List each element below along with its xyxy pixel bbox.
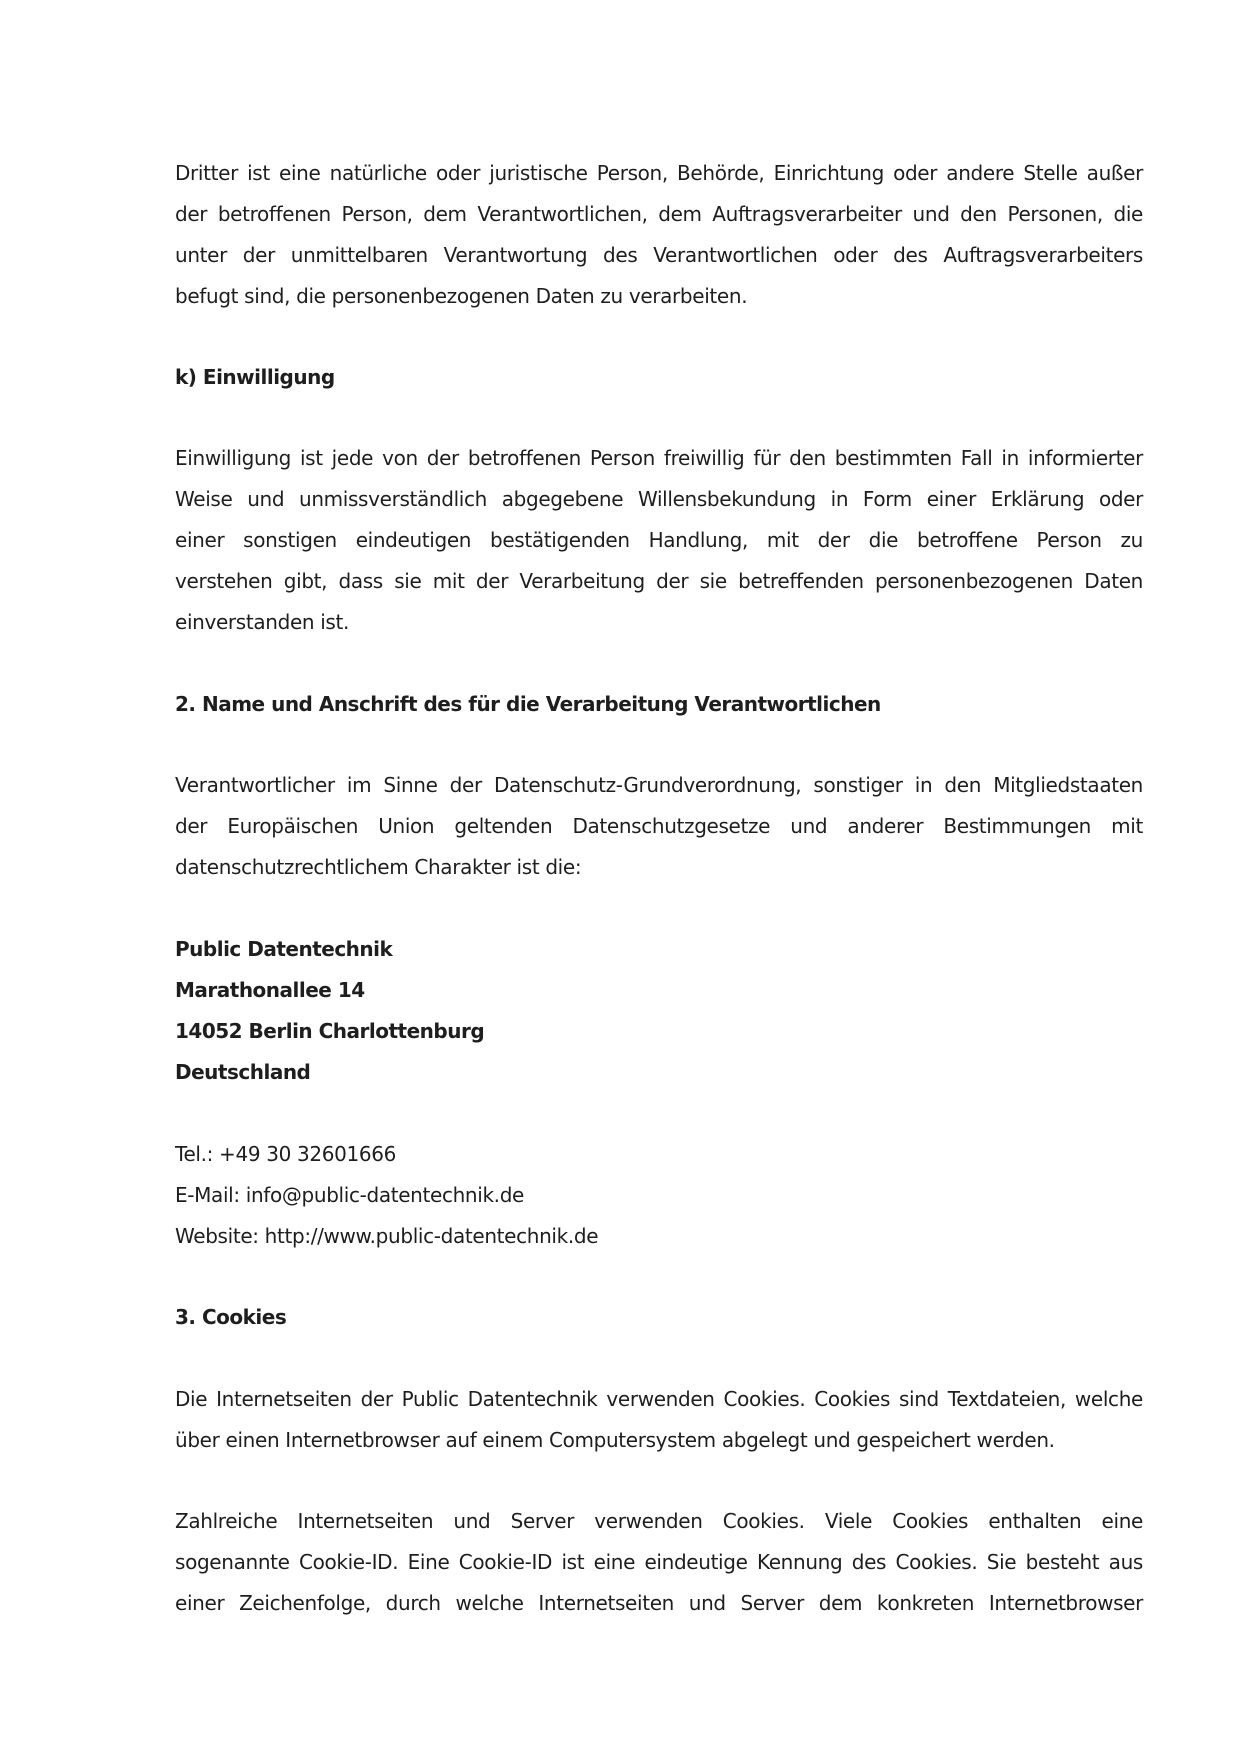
paragraph-dritter-line: der betroffenen Person, dem Verantwortlichen, dem Auftragsverarbeiter und den Personen, die <box>175 202 1143 226</box>
paragraph-einwilligung-line: Einwilligung ist jede von der betroffenen Person freiwillig für den bestimmten Fall in informierter <box>175 446 1143 470</box>
heading-section-3: 3. Cookies <box>175 1305 287 1329</box>
paragraph-cookies-2-line: einer Zeichenfolge, durch welche Internetseiten und Server dem konkreten Internetbrowser <box>175 1591 1143 1615</box>
heading-einwilligung: k) Einwilligung <box>175 365 335 389</box>
paragraph-cookies-line: über einen Internetbrowser auf einem Computersystem abgelegt und gespeichert werden. <box>175 1428 1055 1452</box>
contact-email[interactable]: E-Mail: info@public-datentechnik.de <box>175 1183 524 1207</box>
address-street: Marathonallee 14 <box>175 978 365 1002</box>
paragraph-section-2-line: Verantwortlicher im Sinne der Datenschutz-Grundverordnung, sonstiger in den Mitgliedstaaten <box>175 773 1143 797</box>
address-company: Public Datentechnik <box>175 937 393 961</box>
paragraph-einwilligung-line: einer sonstigen eindeutigen bestätigenden Handlung, mit der die betroffene Person zu <box>175 528 1143 552</box>
paragraph-cookies-2-line: Zahlreiche Internetseiten und Server verwenden Cookies. Viele Cookies enthalten eine <box>175 1509 1143 1533</box>
address-country: Deutschland <box>175 1060 311 1084</box>
paragraph-section-2-line: der Europäischen Union geltenden Datenschutzgesetze und anderer Bestimmungen mit <box>175 814 1143 838</box>
paragraph-dritter-line: befugt sind, die personenbezogenen Daten zu verarbeiten. <box>175 284 748 308</box>
address-city: 14052 Berlin Charlottenburg <box>175 1019 485 1043</box>
paragraph-dritter-line: unter der unmittelbaren Verantwortung des Verantwortlichen oder des Auftragsverarbeiters <box>175 243 1143 267</box>
paragraph-cookies-line: Die Internetseiten der Public Datentechnik verwenden Cookies. Cookies sind Textdateien, welche <box>175 1387 1143 1411</box>
heading-section-2: 2. Name und Anschrift des für die Verarbeitung Verantwortlichen <box>175 692 881 716</box>
paragraph-section-2-line: datenschutzrechtlichem Charakter ist die: <box>175 855 582 879</box>
contact-phone: Tel.: +49 30 32601666 <box>175 1142 396 1166</box>
paragraph-cookies-2-line: sogenannte Cookie-ID. Eine Cookie-ID ist eine eindeutige Kennung des Cookies. Sie besteht aus <box>175 1550 1143 1574</box>
paragraph-einwilligung-line: verstehen gibt, dass sie mit der Verarbeitung der sie betreffenden personenbezogenen Daten <box>175 569 1143 593</box>
paragraph-einwilligung-line: Weise und unmissverständlich abgegebene Willensbekundung in Form einer Erklärung oder <box>175 487 1143 511</box>
paragraph-dritter-line: Dritter ist eine natürliche oder juristische Person, Behörde, Einrichtung oder andere Stelle außer <box>175 161 1143 185</box>
contact-website[interactable]: Website: http://www.public-datentechnik.de <box>175 1224 599 1248</box>
paragraph-einwilligung-line: einverstanden ist. <box>175 610 350 634</box>
